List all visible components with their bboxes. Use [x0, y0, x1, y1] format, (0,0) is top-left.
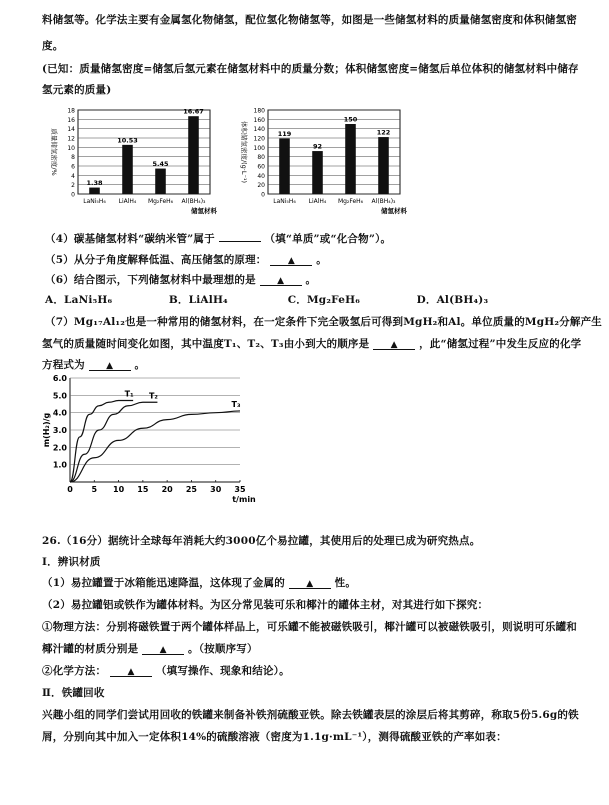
- mass-chart-category-label: LiAlH₄: [118, 198, 137, 205]
- volume-chart-ytick: 100: [253, 144, 265, 152]
- mass-chart-ytick: 4: [71, 172, 75, 180]
- mass-chart-bar: [122, 145, 133, 194]
- line-chart-xlabel: t/min: [232, 495, 256, 504]
- option-c[interactable]: C．Mg₂FeH₆: [287, 294, 361, 306]
- volume-chart-ytick: 180: [253, 107, 265, 115]
- line-chart-xtick: 20: [161, 485, 173, 494]
- volume-chart-category-label: LaNi₅H₆: [273, 198, 296, 205]
- recovery-line-2: 屑，分别向其中加入一定体积14%的硫酸溶液（密度为1.1g·mL⁻¹），测得硫酸亚铁的产率如表：: [42, 731, 507, 743]
- mass-chart-ytick: 0: [71, 191, 75, 199]
- answer-blank-26-2[interactable]: [142, 643, 184, 655]
- mass-chart-ytick: 8: [71, 154, 75, 162]
- question-26-1: [42, 575, 356, 590]
- line-chart-ylabel: m(H₂)/g: [42, 412, 51, 448]
- section-1-title: Ⅰ．辨识材质: [42, 556, 101, 568]
- volume-chart-data-label: 92: [312, 142, 323, 151]
- line-chart-series-label-1: T₁: [124, 389, 134, 399]
- question-4-rest: （填“单质”或“化合物”）。: [264, 233, 392, 245]
- mass-chart-xlabel: 储氢材料: [191, 207, 217, 215]
- mass-chart-category-label: LaNi₅H₆: [83, 198, 106, 205]
- answer-blank-5[interactable]: [270, 254, 312, 266]
- mass-chart-ylabel: 质量储氢密度/%: [50, 128, 58, 176]
- mass-chart-bar: [188, 116, 199, 194]
- mass-chart-data-label: 10.53: [117, 136, 138, 145]
- option-a[interactable]: A．LaNi₅H₆: [45, 294, 113, 306]
- option-d[interactable]: D．Al(BH₄)₃: [416, 294, 489, 306]
- line-chart-xtick: 30: [210, 485, 222, 494]
- mass-chart-ytick: 2: [71, 182, 75, 190]
- line-chart-ytick: 1.0: [52, 460, 67, 470]
- line-chart-xtick: 5: [91, 485, 98, 494]
- volume-chart-ytick: 0: [261, 191, 265, 199]
- question-6: [45, 272, 316, 287]
- mass-chart-category-label: Mg₂FeH₆: [147, 198, 174, 205]
- blank-mark-26-3: ▲: [127, 667, 135, 677]
- physical-method-line-1: ①物理方法：分别将磁铁置于两个罐体样品上，可乐罐不能被磁铁吸引，椰汁罐可以被磁铁吸引，则说明可乐罐和: [42, 621, 577, 633]
- line-chart-series-3: [70, 411, 240, 482]
- volume-chart-category-label: LiAlH₄: [308, 198, 327, 205]
- volume-chart-ytick: 40: [257, 172, 265, 180]
- mass-chart-category-label: Al(BH₄)₃: [181, 198, 206, 205]
- volume-chart-bar: [279, 138, 290, 194]
- volume-chart-ytick: 160: [253, 116, 265, 124]
- mass-chart-data-label: 5.45: [152, 160, 169, 169]
- blank-mark-6: ▲: [277, 276, 285, 286]
- line-chart-series-label-3: T₃: [231, 399, 241, 409]
- hydrogen-release-chart: [40, 372, 260, 510]
- volume-chart-bar: [312, 151, 323, 194]
- volume-chart-category-label: Mg₂FeH₆: [337, 198, 364, 205]
- answer-blank-4[interactable]: [219, 230, 261, 242]
- line-chart-series-label-2: T₂: [148, 391, 158, 401]
- line-chart-ytick: 2.0: [52, 443, 67, 453]
- blank-mark-26-2: ▲: [159, 645, 167, 655]
- chemical-method: [42, 663, 290, 678]
- line-chart-ytick: 5.0: [52, 391, 67, 401]
- answer-blank-6[interactable]: [260, 274, 302, 286]
- blank-mark-7b: ▲: [106, 361, 114, 371]
- chemical-method-rest: （填写操作、现象和结论）。: [155, 665, 290, 677]
- volume-chart-ytick: 140: [253, 126, 265, 134]
- volume-chart-ytick: 80: [257, 154, 265, 162]
- question-26-1-rest: 性。: [334, 577, 357, 589]
- volume-chart-data-label: 119: [277, 129, 292, 138]
- line-chart-ytick: 6.0: [52, 374, 67, 383]
- chemical-method-text: ②化学方法：: [42, 665, 107, 677]
- volume-chart-bar: [345, 124, 356, 194]
- mass-chart-bar: [155, 169, 166, 194]
- mass-chart-ytick: 12: [67, 135, 75, 143]
- answer-blank-7b[interactable]: [89, 359, 131, 371]
- note-line-1: (已知：质量储氢密度=储氢后氢元素在储氢材料中的质量分数；体积储氢密度=储氢后单位体积的储氢材料中储存: [42, 63, 579, 75]
- volume-chart-ytick: 120: [253, 135, 265, 143]
- blank-mark-26-1: ▲: [306, 579, 314, 589]
- question-4-text: （4）碳基储氢材料“碳纳米管”属于: [45, 233, 215, 245]
- question-7-line-2-text: 氢气的质量随时间变化如图，其中温度T₁、T₂、T₃由小到大的顺序是: [42, 338, 370, 350]
- question-26-1-text: （1）易拉罐置于冰箱能迅速降温，这体现了金属的: [42, 577, 285, 589]
- mass-chart-ytick: 6: [71, 163, 75, 171]
- mass-chart-ytick: 10: [67, 144, 75, 152]
- mass-chart-ytick: 18: [67, 107, 75, 115]
- intro-line-1: 料储氢等。化学法主要有金属氢化物储氢，配位氢化物储氢等，如图是一些储氢材料的质量储氢密度和体积储氢密: [42, 14, 577, 26]
- section-2-title: Ⅱ．铁罐回收: [42, 687, 105, 699]
- question-7-line-2-rest: ，此“储氢过程”中发生反应的化学: [419, 338, 582, 350]
- physical-method-rest: 。（按顺序写）: [188, 643, 258, 655]
- question-6-rest: 。: [305, 274, 317, 286]
- option-b[interactable]: B．LiAlH₄: [168, 294, 228, 306]
- volume-chart-bar: [378, 137, 389, 194]
- note-line-2: 氢元素的质量): [42, 84, 112, 96]
- question-7-line-2: [42, 336, 581, 351]
- question-5-text: （5）从分子角度解释低温、高压储氢的原理：: [45, 254, 267, 266]
- question-7-line-1: （7）Mg₁₇Al₁₂也是一种常用的储氢材料，在一定条件下完全吸氢后可得到MgH₂和Al。单位质量的MgH₂分解产生: [45, 316, 603, 328]
- line-chart-ytick: 4.0: [52, 408, 67, 418]
- question-6-text: （6）结合图示，下列储氢材料中最理想的是: [45, 274, 256, 286]
- volume-chart-ylabel: 体积储氢密度/(g·L⁻¹): [240, 120, 248, 184]
- blank-mark-5: ▲: [287, 256, 295, 266]
- physical-method-line-2: [42, 641, 258, 656]
- options-row: [45, 292, 488, 307]
- volume-chart-ytick: 20: [257, 182, 265, 190]
- volume-chart-data-label: 122: [376, 128, 391, 137]
- mass-chart-data-label: 1.38: [86, 179, 103, 188]
- physical-method-text: 椰汁罐的材质分别是: [42, 643, 139, 655]
- line-chart-xtick: 35: [234, 485, 246, 494]
- question-5: [45, 252, 327, 267]
- answer-blank-26-1[interactable]: [289, 577, 331, 589]
- question-7-line-3-text: 方程式为: [42, 359, 85, 371]
- volume-chart-xlabel: 储氢材料: [381, 207, 407, 215]
- intro-line-2: 度。: [42, 40, 64, 52]
- line-chart-ytick: 3.0: [52, 426, 67, 435]
- line-chart-xtick: 15: [137, 485, 149, 494]
- answer-blank-26-3[interactable]: [110, 665, 152, 677]
- question-4: [45, 230, 391, 246]
- question-26-2: （2）易拉罐铝或铁作为罐体材料。为区分常见装可乐和椰汁的罐体主材，对其进行如下探究：: [42, 599, 489, 611]
- mass-chart-data-label: 16.67: [183, 107, 204, 116]
- line-chart-xtick: 0: [67, 485, 73, 494]
- mass-chart-ytick: 14: [67, 126, 75, 134]
- answer-blank-7a[interactable]: [373, 338, 415, 350]
- line-chart-xtick: 10: [113, 485, 125, 494]
- volume-chart-ytick: 60: [257, 163, 265, 171]
- volume-density-chart: [230, 102, 420, 225]
- volume-chart-category-label: Al(BH₄)₃: [371, 198, 396, 205]
- line-chart-xtick: 25: [185, 485, 197, 494]
- volume-chart-data-label: 150: [343, 115, 358, 124]
- mass-chart-ytick: 16: [67, 116, 75, 124]
- mass-chart-bar: [89, 188, 100, 194]
- question-7-line-3-rest: 。: [134, 359, 146, 371]
- question-5-rest: 。: [316, 254, 327, 266]
- question-7-line-3: [42, 357, 145, 372]
- question-26-head: 26.（16分）据统计全球每年消耗大约3000亿个易拉罐，其使用后的处理已成为研究热点。: [42, 535, 481, 547]
- mass-density-chart: [40, 102, 230, 225]
- blank-mark-7a: ▲: [390, 340, 398, 350]
- recovery-line-1: 兴趣小组的同学们尝试用回收的铁罐来制备补铁剂硫酸亚铁。除去铁罐表层的涂层后将其剪碎，称取5份5.6g的铁: [42, 709, 579, 721]
